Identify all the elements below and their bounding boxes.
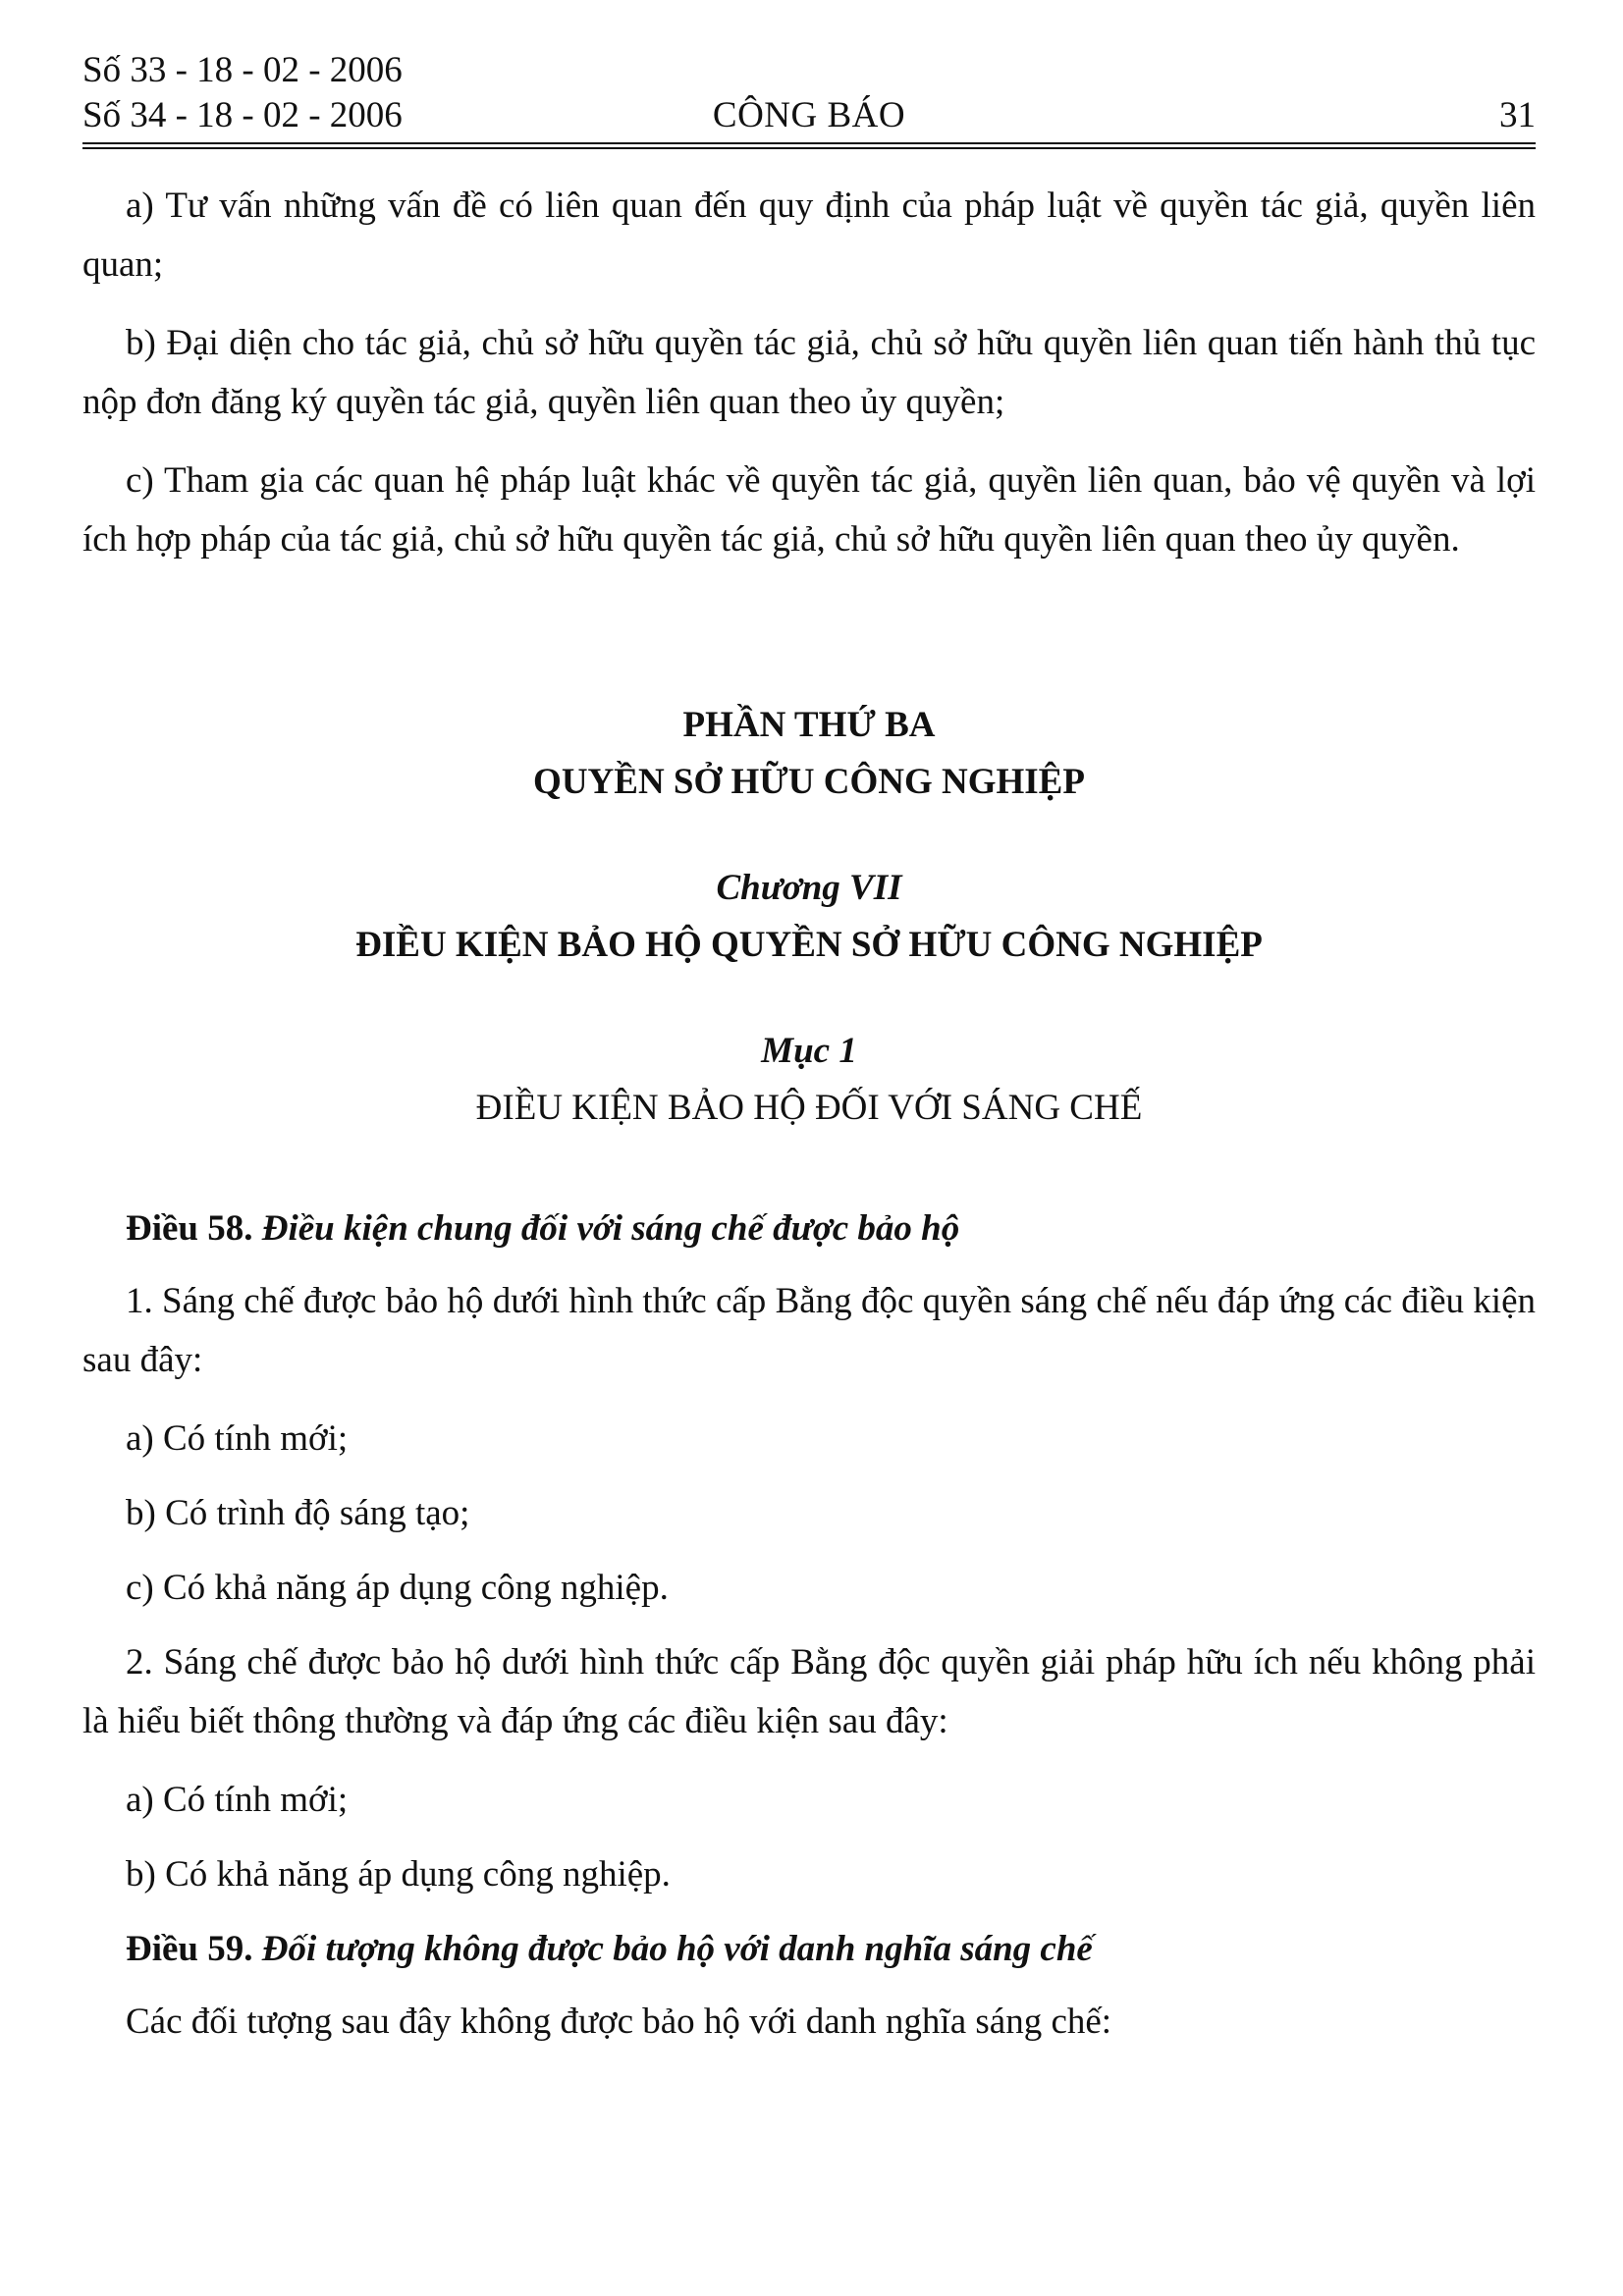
article-58-title: Điều kiện chung đối với sáng chế được bảo hộ [261,1208,960,1249]
chapter-label: Chương VII [716,868,902,908]
clause-2-item-a: a) Có tính mới; [126,1780,349,1820]
article-59-intro: Các đối tượng sau đây không được bảo hộ với danh nghĩa sáng chế: [126,2002,1112,2042]
article-58-heading [82,1200,1536,1258]
intro-item-b: b) Đại diện cho tác giả, chủ sở hữu quyền tác giả, chủ sở hữu quyền liên quan tiến hành thủ tục nộp đơn đăng ký quyền tác giả, quyền liên quan theo ủy quyền; [82,323,1536,422]
header-rule-top [82,142,1536,144]
page-number: 31 [1499,95,1536,135]
page-body [82,177,1536,2071]
part-title: QUYỀN SỞ HỮU CÔNG NGHIỆP [533,762,1085,802]
header-rule-bottom [82,147,1536,149]
chapter-title: ĐIỀU KIỆN BẢO HỘ QUYỀN SỞ HỮU CÔNG NGHIỆP [355,925,1263,965]
section-title: ĐIỀU KIỆN BẢO HỘ ĐỐI VỚI SÁNG CHẾ [475,1088,1143,1128]
issue-number-1: Số 33 - 18 - 02 - 2006 [82,50,403,90]
article-59-number: Điều 59. [126,1929,253,1969]
article-58-number: Điều 58. [126,1208,253,1249]
page-header [82,49,1536,147]
clause-1-item-c: c) Có khả năng áp dụng công nghiệp. [126,1568,669,1608]
gazette-title: CÔNG BÁO [712,95,906,135]
clause-1-item-a: a) Có tính mới; [126,1418,349,1459]
intro-item-c: c) Tham gia các quan hệ pháp luật khác về quyền tác giả, quyền liên quan, bảo vệ quyền và lợi ích hợp pháp của tác giả, chủ sở hữu quyền tác giả, chủ sở hữu quyền liên quan theo ủy quyền. [82,460,1536,560]
section-label: Mục 1 [761,1031,857,1071]
article-58-clause-2: 2. Sáng chế được bảo hộ dưới hình thức cấp Bằng độc quyền giải pháp hữu ích nếu không phải là hiểu biết thông thường và đáp ứng các điều kiện sau đây: [82,1642,1536,1741]
clause-2-item-b: b) Có khả năng áp dụng công nghiệp. [126,1854,671,1895]
article-58-clause-1: 1. Sáng chế được bảo hộ dưới hình thức cấp Bằng độc quyền sáng chế nếu đáp ứng các điều kiện sau đây: [82,1281,1536,1380]
clause-1-item-b: b) Có trình độ sáng tạo; [126,1493,470,1533]
intro-item-a: a) Tư vấn những vấn đề có liên quan đến quy định của pháp luật về quyền tác giả, quyền liên quan; [82,186,1536,285]
article-59-title: Đối tượng không được bảo hộ với danh nghĩa sáng chế [261,1929,1093,1969]
article-59-heading [82,1920,1536,1979]
part-label: PHẦN THỨ BA [682,705,936,745]
issue-number-2: Số 34 - 18 - 02 - 2006 [82,95,403,135]
